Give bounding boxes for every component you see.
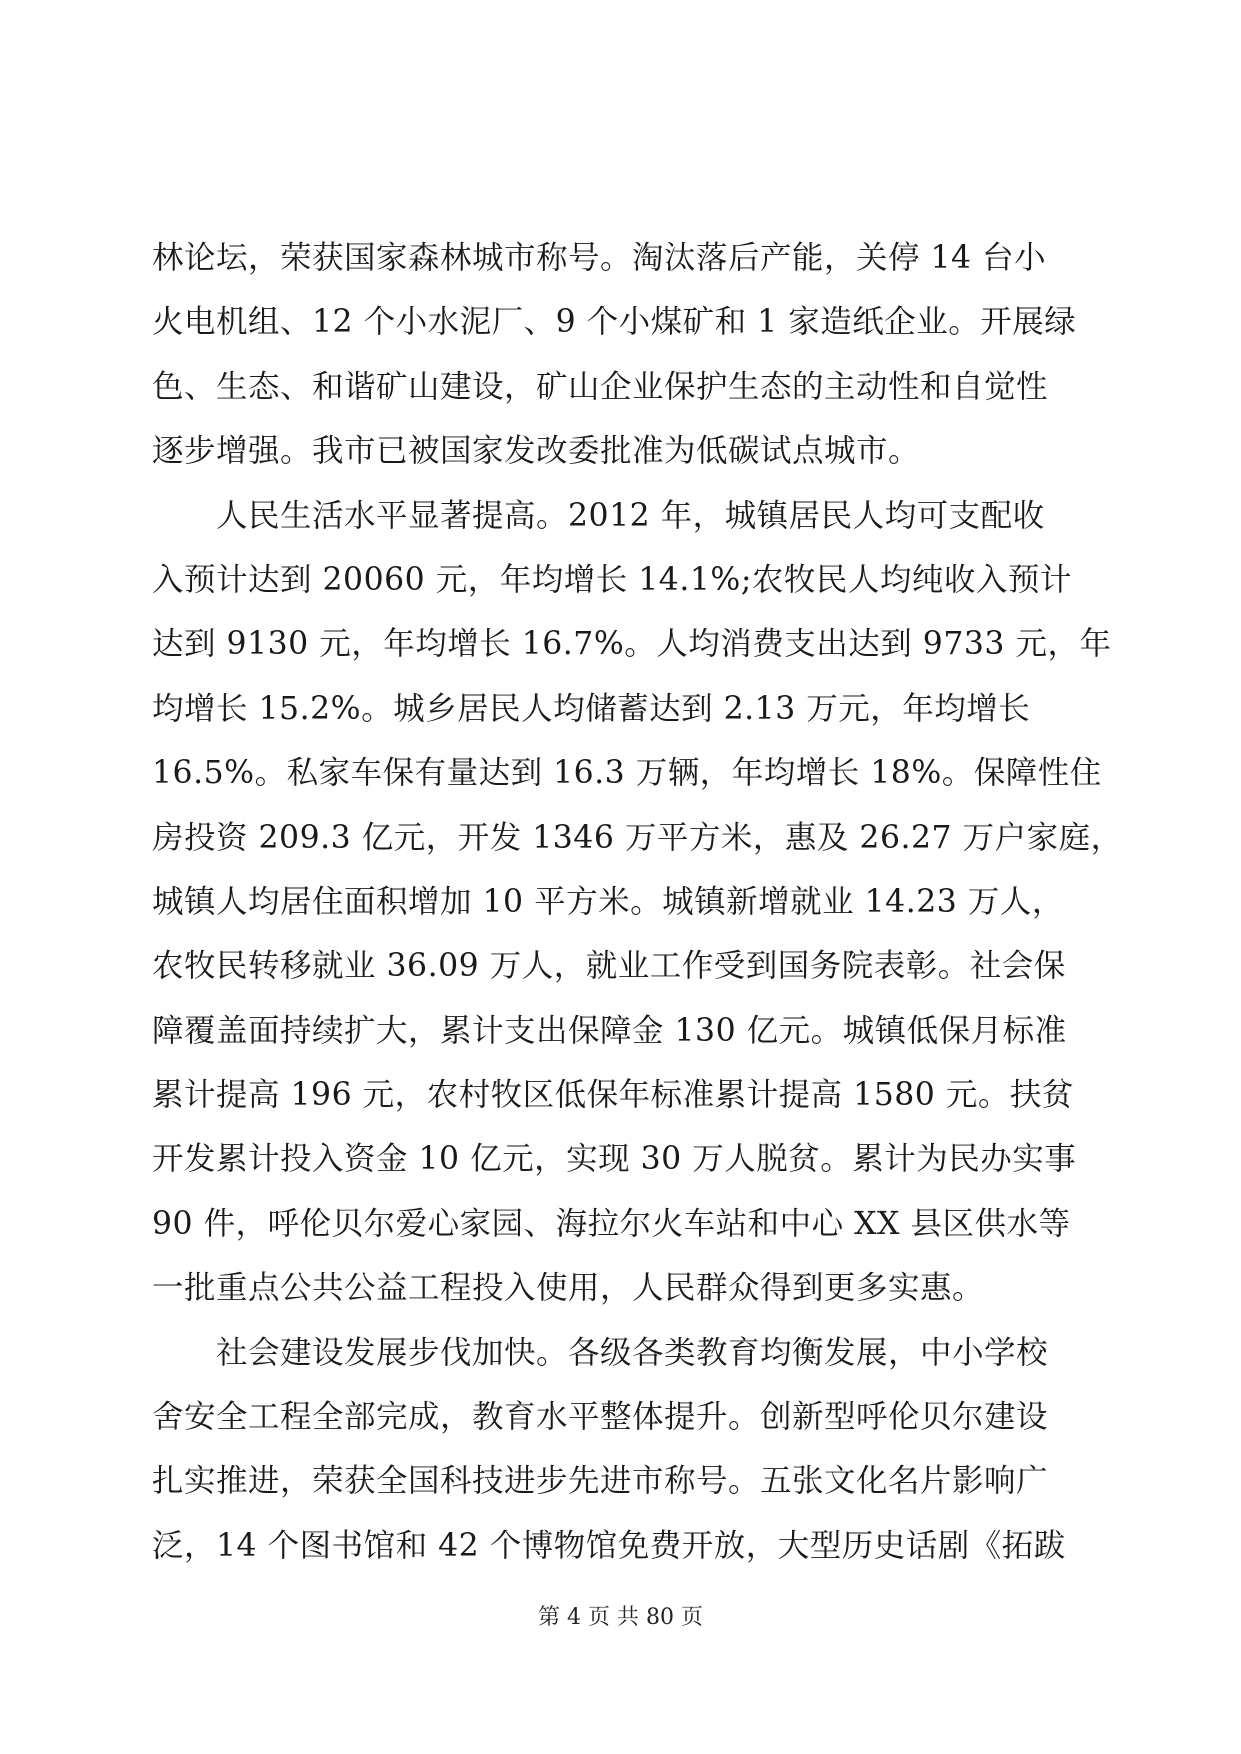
text-line: 房投资 209.3 亿元，开发 1346 万平方米，惠及 26.27 万户家庭， [152, 819, 1123, 856]
text-line: 人民生活水平显著提高。2012 年，城镇居民人均可支配收 [152, 497, 1045, 534]
page-footer: 第 4 页 共 80 页 [538, 1605, 703, 1630]
text-line: 逐步增强。我市已被国家发改委批准为低碳试点城市。 [152, 433, 921, 470]
text-line: 舍安全工程全部完成，教育水平整体提升。创新型呼伦贝尔建设 [152, 1399, 1049, 1436]
text-line: 障覆盖面持续扩大，累计支出保障金 130 亿元。城镇低保月标准 [152, 1012, 1067, 1049]
text-line: 均增长 15.2%。城乡居民人均储蓄达到 2.13 万元，年均增长 [152, 690, 1031, 727]
text-line: 社会建设发展步伐加快。各级各类教育均衡发展，中小学校 [152, 1334, 1049, 1371]
text-line: 达到 9130 元，年均增长 16.7%。人均消费支出达到 9733 元，年 [152, 626, 1112, 663]
text-line: 16.5%。私家车保有量达到 16.3 万辆，年均增长 18%。保障性住 [152, 755, 1102, 792]
text-line: 累计提高 196 元，农村牧区低保年标准累计提高 1580 元。扶贫 [152, 1077, 1074, 1114]
text-line: 林论坛，荣获国家森林城市称号。淘汰落后产能，关停 14 台小 [152, 240, 1047, 276]
text-line: 90 件，呼伦贝尔爱心家园、海拉尔火车站和中心 XX 县区供水等 [152, 1205, 1071, 1242]
text-line: 火电机组、12 个小水泥厂、9 个小煤矿和 1 家造纸企业。开展绿 [152, 304, 1077, 341]
text-line: 泛，14 个图书馆和 42 个博物馆免费开放，大型历史话剧《拓跋 [152, 1527, 1066, 1564]
text-line: 入预计达到 20060 元，年均增长 14.1%;农牧民人均纯收入预计 [152, 561, 1072, 598]
body-text [152, 226, 1123, 1578]
text-line: 开发累计投入资金 10 亿元，实现 30 万人脱贫。累计为民办实事 [152, 1141, 1077, 1178]
text-line: 色、生态、和谐矿山建设，矿山企业保护生态的主动性和自觉性 [152, 368, 1049, 405]
text-line: 一批重点公共公益工程投入使用，人民群众得到更多实惠。 [152, 1270, 985, 1307]
text-line: 城镇人均居住面积增加 10 平方米。城镇新增就业 14.23 万人， [152, 883, 1064, 920]
text-line: 农牧民转移就业 36.09 万人，就业工作受到国务院表彰。社会保 [152, 948, 1066, 985]
text-line: 扎实推进，荣获全国科技进步先进市称号。五张文化名片影响广 [152, 1463, 1049, 1500]
